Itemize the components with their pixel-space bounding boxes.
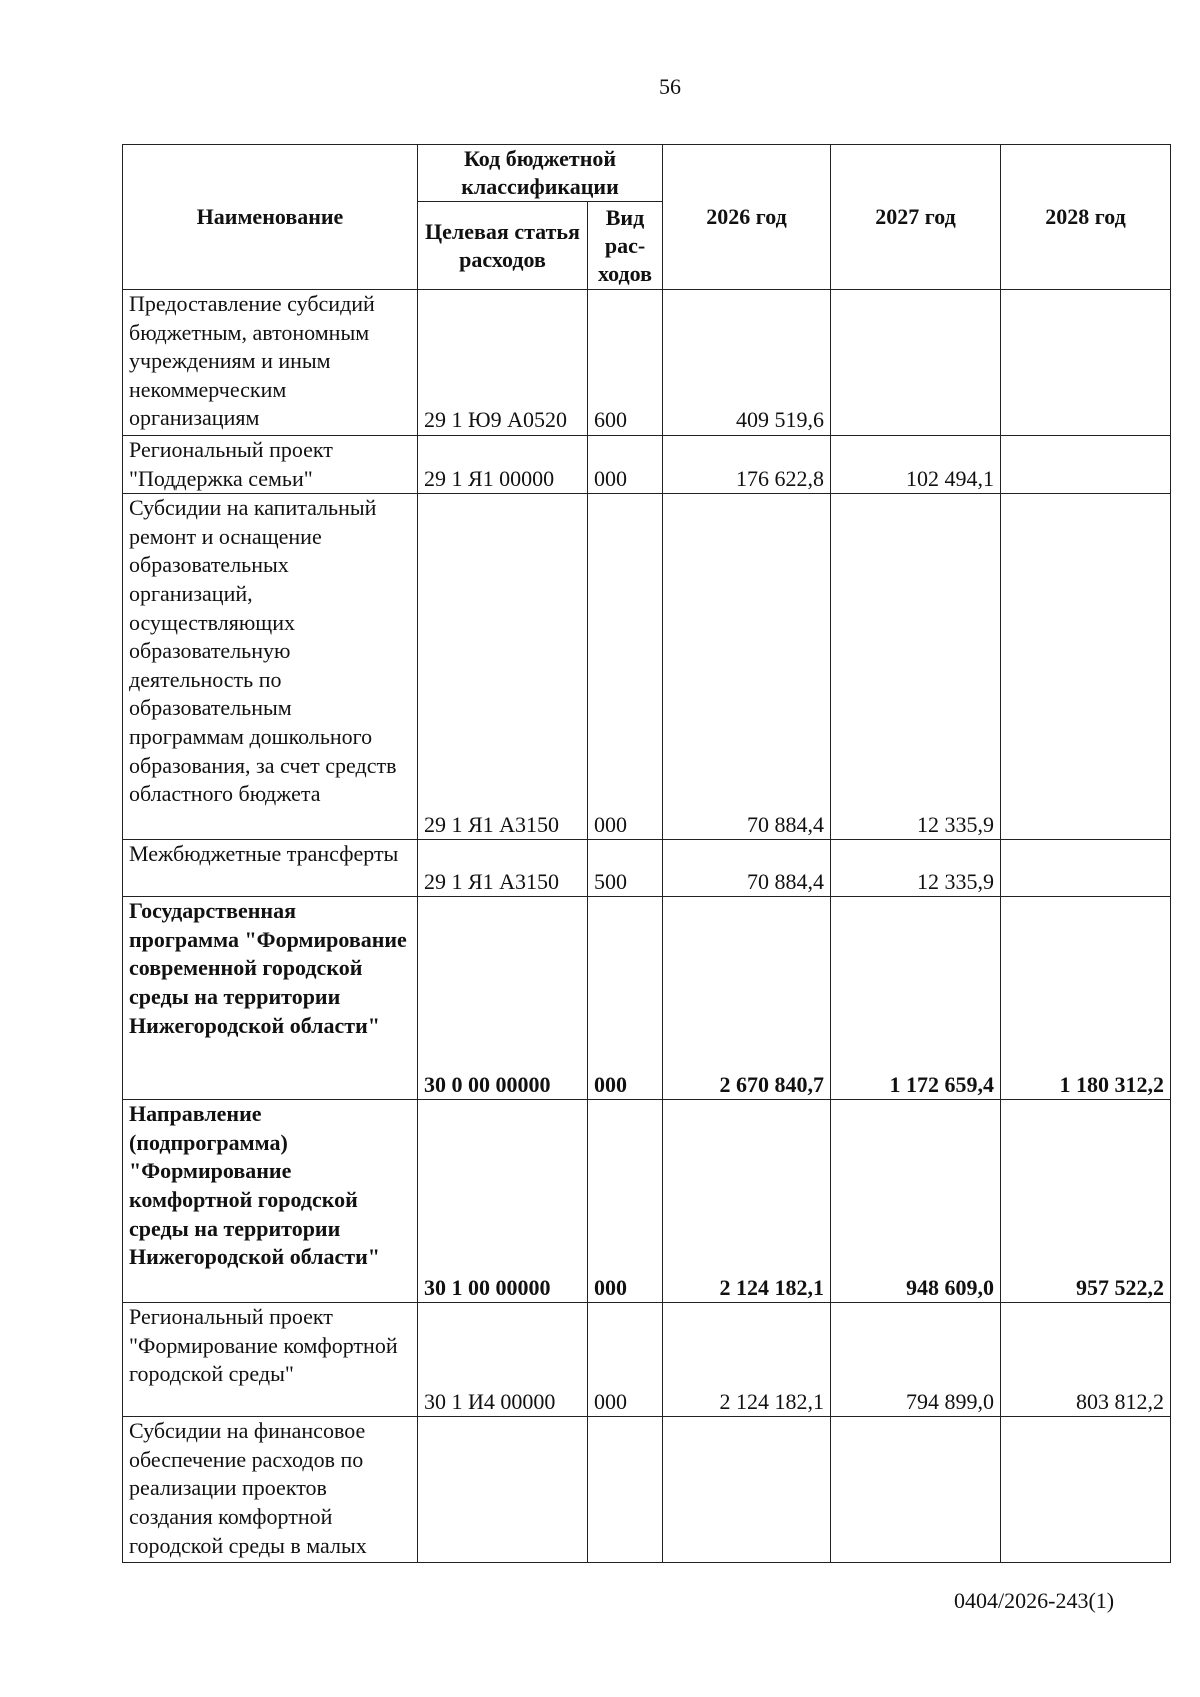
row-amount-2027: 948 609,0 — [831, 1100, 1001, 1303]
row-amount-2027: 102 494,1 — [831, 436, 1001, 494]
row-amount-2028: 1 180 312,2 — [1001, 897, 1171, 1100]
table-row — [123, 1417, 1171, 1563]
row-kind-code: 000 — [588, 1303, 663, 1417]
row-target-code: 30 1 00 00000 — [418, 1100, 588, 1303]
table-row — [123, 290, 1171, 436]
row-target-code: 30 1 И4 00000 — [418, 1303, 588, 1417]
row-target-code: 30 0 00 00000 — [418, 897, 588, 1100]
row-kind-code — [588, 1417, 663, 1563]
header-2028: 2028 год — [1001, 145, 1171, 290]
row-kind-code: 600 — [588, 290, 663, 436]
row-target-code: 29 1 Я1 А3150 — [418, 494, 588, 840]
row-name: Предоставление субсидий бюджетным, автономным учреждениям и иным некоммерческим организациям — [123, 290, 418, 436]
row-amount-2026 — [663, 1417, 831, 1563]
header-2026: 2026 год — [663, 145, 831, 290]
header-kind: Вид рас- ходов — [588, 202, 663, 290]
row-kind-code: 000 — [588, 494, 663, 840]
row-name: Субсидии на финансовое обеспечение расходов по реализации проектов создания комфортной городской среды в малых — [123, 1417, 418, 1563]
header-code-group: Код бюджетной классификации — [418, 145, 663, 202]
row-amount-2028 — [1001, 436, 1171, 494]
row-amount-2028: 957 522,2 — [1001, 1100, 1171, 1303]
row-amount-2026: 2 124 182,1 — [663, 1303, 831, 1417]
table-row — [123, 1100, 1171, 1303]
row-target-code: 29 1 Ю9 А0520 — [418, 290, 588, 436]
row-kind-code: 500 — [588, 840, 663, 897]
row-amount-2028: 803 812,2 — [1001, 1303, 1171, 1417]
row-target-code — [418, 1417, 588, 1563]
row-amount-2026: 176 622,8 — [663, 436, 831, 494]
row-name: Межбюджетные трансферты — [123, 840, 418, 897]
row-name: Направление (подпрограмма) "Формирование комфортной городской среды на территории Нижегородской области" — [123, 1100, 418, 1303]
row-amount-2028 — [1001, 290, 1171, 436]
row-amount-2027: 12 335,9 — [831, 494, 1001, 840]
table-row — [123, 1303, 1171, 1417]
header-name: Наименование — [123, 145, 418, 290]
table-row — [123, 840, 1171, 897]
row-kind-code: 000 — [588, 436, 663, 494]
row-amount-2028 — [1001, 494, 1171, 840]
row-target-code: 29 1 Я1 00000 — [418, 436, 588, 494]
row-name: Региональный проект "Формирование комфортной городской среды" — [123, 1303, 418, 1417]
row-name: Региональный проект "Поддержка семьи" — [123, 436, 418, 494]
row-name: Субсидии на капитальный ремонт и оснащение образовательных организаций, осуществляющих образовательную деятельность по образовательным программам дошкольного образования, за счет средств областного бюджета — [123, 494, 418, 840]
row-amount-2027 — [831, 290, 1001, 436]
row-amount-2027: 1 172 659,4 — [831, 897, 1001, 1100]
row-amount-2028 — [1001, 1417, 1171, 1563]
row-amount-2027: 794 899,0 — [831, 1303, 1001, 1417]
row-name: Государственная программа "Формирование современной городской среды на территории Нижегородской области" — [123, 897, 418, 1100]
table-row — [123, 897, 1171, 1100]
row-amount-2027 — [831, 1417, 1001, 1563]
row-amount-2026: 70 884,4 — [663, 494, 831, 840]
row-amount-2027: 12 335,9 — [831, 840, 1001, 897]
table-row — [123, 436, 1171, 494]
document-code: 0404/2026-243(1) — [954, 1588, 1115, 1613]
header-2027: 2027 год — [831, 145, 1001, 290]
row-amount-2026: 2 124 182,1 — [663, 1100, 831, 1303]
budget-table — [122, 144, 1171, 1563]
row-kind-code: 000 — [588, 1100, 663, 1303]
page-number: 56 — [659, 74, 681, 99]
row-amount-2026: 2 670 840,7 — [663, 897, 831, 1100]
header-target: Целевая статья расходов — [418, 202, 588, 290]
row-target-code: 29 1 Я1 А3150 — [418, 840, 588, 897]
table-row — [123, 494, 1171, 840]
row-amount-2028 — [1001, 840, 1171, 897]
row-amount-2026: 409 519,6 — [663, 290, 831, 436]
row-kind-code: 000 — [588, 897, 663, 1100]
row-amount-2026: 70 884,4 — [663, 840, 831, 897]
